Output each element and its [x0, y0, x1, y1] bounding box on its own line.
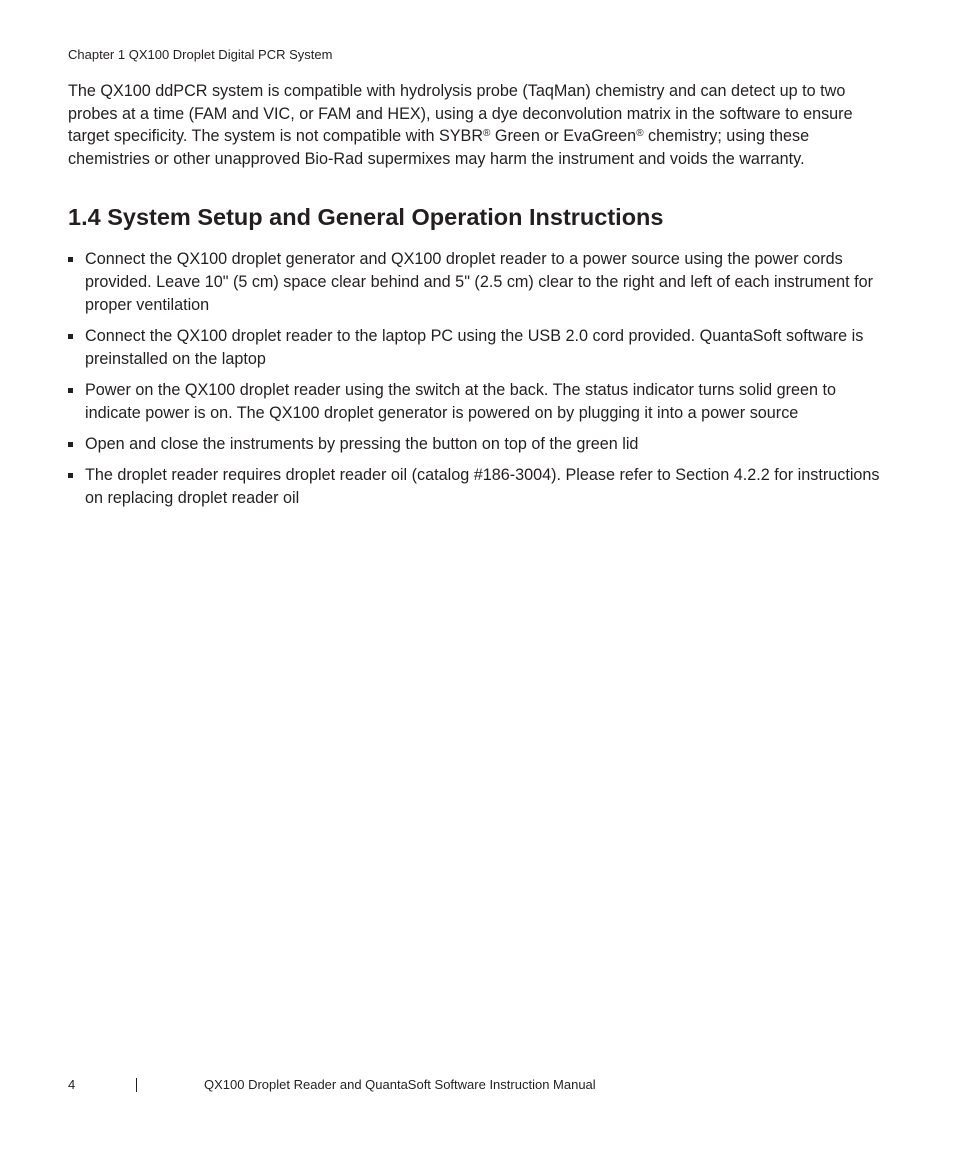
list-item [68, 464, 888, 510]
intro-text-part2: Green or EvaGreen [490, 127, 637, 146]
list-item-text: Connect the QX100 droplet generator and QX100 droplet reader to a power source using the power cords provided. Leave 10" (5 cm) space clear behind and 5" (2.5 cm) clear to the right and left of each instrument for proper ventilation [85, 250, 874, 314]
intro-text-part3: chemistry; using these chemistries or other unapproved Bio-Rad supermixes may harm the instrument and voids the warranty. [68, 127, 810, 169]
list-item-text: The droplet reader requires droplet reader oil (catalog #186-3004). Please refer to Section 4.2.2 for instructions on replacing droplet reader oil [85, 466, 880, 507]
square-bullet-icon [68, 473, 73, 478]
square-bullet-icon [68, 388, 73, 393]
registered-mark: ® [636, 128, 644, 140]
footer-manual-title: QX100 Droplet Reader and QuantaSoft Software Instruction Manual [204, 1077, 596, 1092]
page-number: 4 [68, 1077, 76, 1092]
registered-mark: ® [483, 128, 491, 140]
instruction-list [68, 248, 888, 518]
square-bullet-icon [68, 442, 73, 447]
intro-text-part1: The QX100 ddPCR system is compatible with hydrolysis probe (TaqMan) chemistry and can detect up to two probes at a time (FAM and VIC, or FAM and HEX), using a dye deconvolution matrix in the software to ensure target specificity. The system is not compatible with SYBR [68, 82, 853, 146]
list-item-text: Power on the QX100 droplet reader using the switch at the back. The status indicator turns solid green to indicate power is on. The QX100 droplet generator is powered on by plugging it into a power source [85, 381, 837, 422]
intro-paragraph [68, 80, 888, 171]
list-item [68, 248, 888, 317]
list-item [68, 379, 888, 425]
list-item [68, 325, 888, 371]
square-bullet-icon [68, 257, 73, 262]
footer-divider [136, 1078, 137, 1092]
list-item [68, 433, 888, 456]
running-header: Chapter 1 QX100 Droplet Digital PCR System [68, 47, 333, 62]
list-item-text: Open and close the instruments by pressing the button on top of the green lid [85, 435, 639, 453]
section-heading: 1.4 System Setup and General Operation Instructions [68, 204, 664, 230]
list-item-text: Connect the QX100 droplet reader to the laptop PC using the USB 2.0 cord provided. QuantaSoft software is preinstalled on the laptop [85, 327, 864, 368]
square-bullet-icon [68, 334, 73, 339]
